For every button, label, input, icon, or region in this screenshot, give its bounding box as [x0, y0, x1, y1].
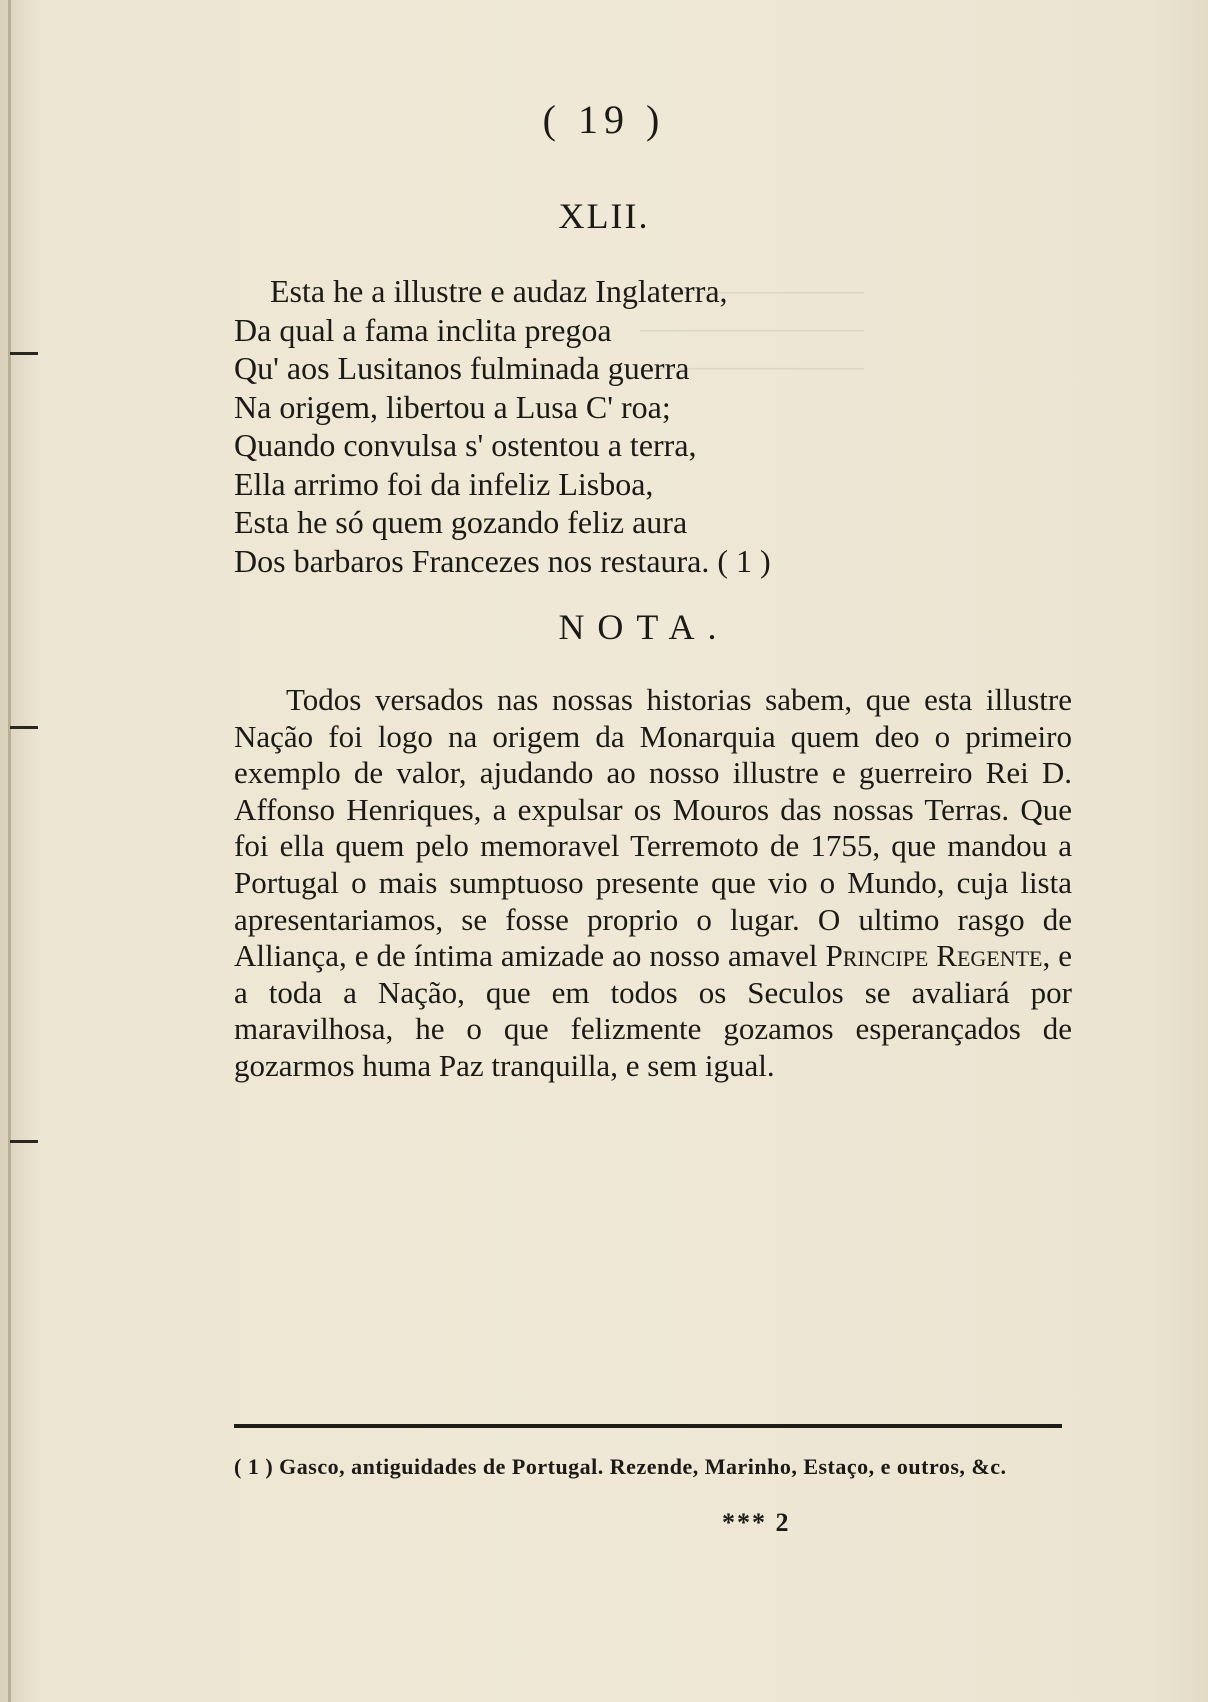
verse-line: Ella arrimo foi da infeliz Lisboa, [234, 465, 654, 502]
verse-line: Qu' aos Lusitanos fulminada guerra [234, 350, 690, 386]
page-number: ( 19 ) [542, 97, 666, 142]
note-small-caps-title: Principe Regente [825, 938, 1043, 974]
footnote: ( 1 ) Gasco, antiguidades de Portugal. Rezende, Marinho, Estaço, e outros, &c. [234, 1454, 1007, 1479]
verse-line: Esta he só quem gozando feliz aura [234, 504, 688, 540]
verse-stanza [234, 272, 874, 580]
signature-mark: *** 2 [722, 1508, 791, 1537]
note-paragraph [234, 682, 1072, 1085]
verse-line: Dos barbaros Francezes nos restaura. ( 1 ) [234, 542, 771, 579]
note-text: , e a toda a Nação, que em todos os Seculos se avaliará por maravilhosa, he o que felizmente gozamos esperançados de gozarmos huma Paz tranquilla, e sem igual. [234, 938, 1072, 1083]
verse-line: Quando convulsa s' ostentou a terra, [234, 427, 697, 463]
footnote-divider [234, 1424, 1062, 1428]
verse-line: Esta he a illustre e audaz Inglaterra, [270, 273, 728, 309]
show-through-text: —————— ——————— ——————— [640, 271, 864, 383]
margin-mark [10, 726, 38, 729]
margin-mark [10, 1140, 38, 1143]
verse-line: Na origem, libertou a Lusa C' roa; [234, 388, 671, 425]
margin-mark [10, 352, 38, 355]
page-fold-edge [8, 0, 11, 1702]
note-heading: NOTA. [558, 607, 730, 647]
section-title: XLII. [558, 196, 650, 236]
verse-line: Da qual a fama inclita pregoa [234, 311, 612, 348]
note-text: Todos versados nas nossas historias sabem, que esta illustre Nação foi logo na origem da Monarquia quem deo o primeiro exemplo de valor, ajudando ao nosso illustre e guerreiro Rei D. Affonso Henriques, a expulsar os Mouros das nossas Terras. Que foi ella quem pelo memoravel Terremoto de 1755, que mandou a Portugal o mais sumptuoso presente que vio o Mundo, cuja lista apresentariamos, se fosse proprio o lugar. O ultimo rasgo de Alliança, e de íntima amizade ao nosso amavel [234, 682, 1072, 974]
